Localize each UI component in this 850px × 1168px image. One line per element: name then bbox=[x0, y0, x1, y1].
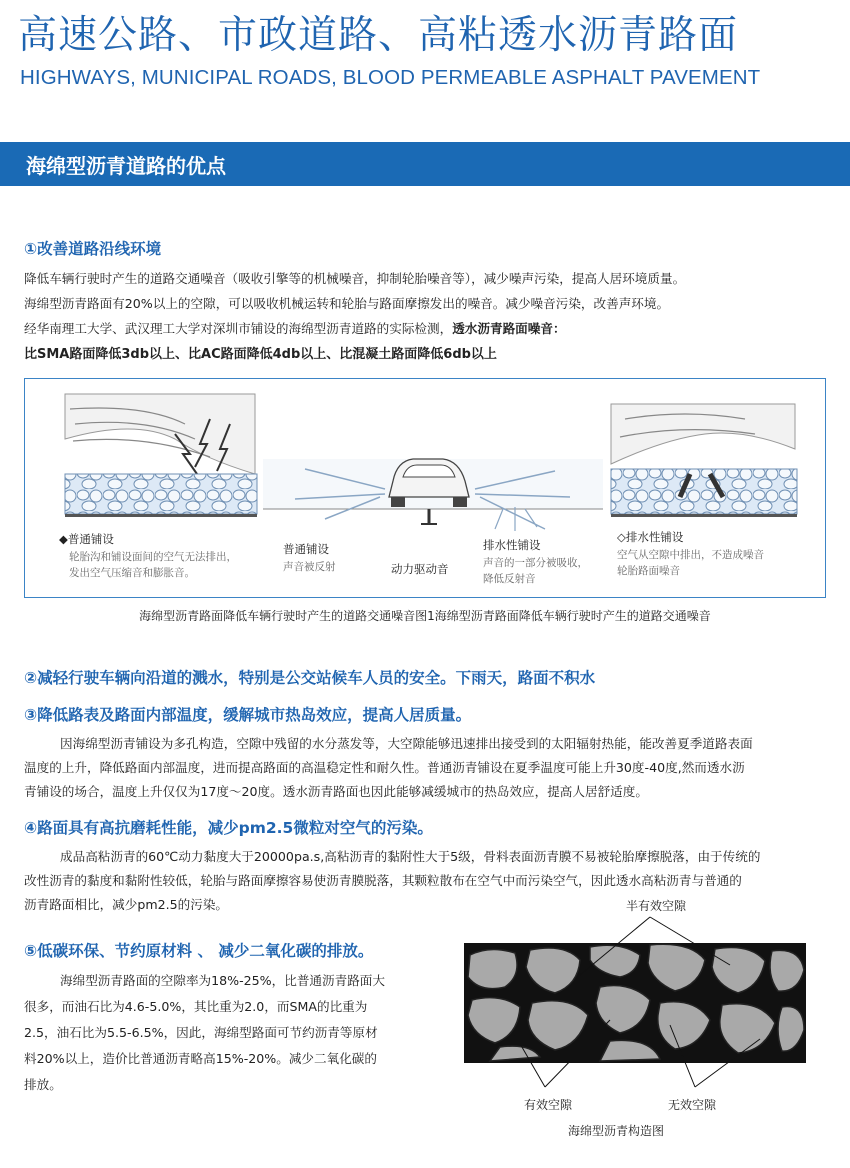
left-tire-graphic bbox=[65, 394, 257, 517]
section3-heading: ③降低路表及路面内部温度，缓解城市热岛效应，提高人居质量。 bbox=[24, 706, 472, 724]
noise-figure bbox=[24, 378, 826, 598]
fig-midright-desc2: 降低反射音 bbox=[483, 573, 536, 585]
struct-caption: 海绵型沥青构造图 bbox=[568, 1124, 665, 1138]
section-banner bbox=[0, 142, 850, 186]
struct-label-invalid: 无效空隙 bbox=[668, 1098, 717, 1112]
fig-center-label: 动力驱动音 bbox=[391, 562, 449, 576]
section1-line3-prefix: 经华南理工大学、武汉理工大学对深圳市铺设的海绵型沥青道路的实际检测， bbox=[24, 321, 453, 336]
fig-midleft-label: 普通铺设 bbox=[283, 542, 329, 556]
section5-line2: 很多，而油石比为4.6-5.0%，其比重为2.0，而SMA的比重为 bbox=[24, 999, 368, 1014]
section4-line3: 沥青路面相比，减少pm2.5的污染。 bbox=[24, 897, 229, 912]
section1-line3-bold: 透水沥青路面噪音： bbox=[452, 321, 566, 336]
section3-line2: 温度的上升，降低路面内部温度，进而提高路面的高温稳定性和耐久性。普通沥青铺设在夏季温度可能上升30度-40度,然而透水沥 bbox=[24, 760, 745, 775]
section5-body bbox=[24, 968, 424, 1098]
car-graphic bbox=[263, 459, 603, 531]
struct-label-top: 半有效空隙 bbox=[626, 899, 687, 913]
section4-heading: ④路面具有高抗磨耗性能，减少pm2.5微粒对空气的污染。 bbox=[24, 819, 433, 837]
section4-line1: 成品高粘沥青的60℃动力黏度大于20000pa.s,高粘沥青的黏附性大于5级，骨料表面沥青膜不易被轮胎摩擦脱落，由于传统的 bbox=[60, 849, 761, 864]
fig-midright-desc1: 声音的一部分被吸收， bbox=[483, 557, 588, 569]
section5-line3: 2.5，油石比为5.5-6.5%，因此，海绵型路面可节约沥青等原材 bbox=[24, 1025, 378, 1040]
section1-line1: 降低车辆行驶时产生的道路交通噪音（吸收引擎等的机械噪音，抑制轮胎噪音等），减少噪声污染，提高人居环境质量。 bbox=[24, 271, 686, 286]
section3-line1: 因海绵型沥青铺设为多孔构造，空隙中残留的水分蒸发等，大空隙能够迅速排出接受到的太阳辐射热能，能改善夏季道路表面 bbox=[60, 736, 753, 751]
section1-heading: ①改善道路沿线环境 bbox=[24, 240, 162, 258]
fig-midright-label: 排水性铺设 bbox=[483, 538, 541, 552]
section1-line4: 比SMA路面降低3db以上、比AC路面降低4db以上、比混凝土路面降低6db以上 bbox=[24, 347, 497, 362]
struct-label-effective: 有效空隙 bbox=[524, 1098, 573, 1112]
right-tire-graphic bbox=[611, 404, 797, 517]
fig-left-desc2: 发出空气压缩音和膨胀音。 bbox=[69, 567, 195, 579]
fig-left-desc1: 轮胎沟和铺设面间的空气无法排出， bbox=[69, 551, 237, 563]
section1-line3 bbox=[24, 318, 566, 337]
page-title: 高速公路、市政道路、高粘透水沥青路面 bbox=[18, 13, 739, 58]
section2-heading: ②减轻行驶车辆向沿道的溅水，特别是公交站候车人员的安全。下雨天，路面不积水 bbox=[24, 669, 596, 687]
fig-midleft-desc: 声音被反射 bbox=[283, 561, 336, 573]
banner-label: 海绵型沥青道路的优点 bbox=[26, 154, 226, 178]
section1-line2: 海绵型沥青路面有20%以上的空隙，可以吸收机械运转和轮胎与路面摩擦发出的噪音。减少噪音污染，改善声环境。 bbox=[24, 296, 670, 311]
section3-line3: 青铺设的场合，温度上升仅仅为17度～20度。透水沥青路面也因此能够减缓城市的热岛效应，提高人居舒适度。 bbox=[24, 784, 648, 799]
page-subtitle: HIGHWAYS, MUNICIPAL ROADS, BLOOD PERMEABLE ASPHALT PAVEMENT bbox=[20, 66, 761, 89]
section4-line2: 改性沥青的黏度和黏附性较低，轮胎与路面摩擦容易使沥青膜脱落，其颗粒散布在空气中而污染空气，因此透水高粘沥青与普通的 bbox=[24, 873, 742, 888]
fig-right-label: ◇排水性铺设 bbox=[617, 530, 684, 544]
fig-right-desc1: 空气从空隙中排出，不造成噪音 bbox=[617, 549, 764, 561]
section5-line1: 海绵型沥青路面的空隙率为18%-25%，比普通沥青路面大 bbox=[60, 973, 385, 988]
section5-line4: 料20%以上，造价比普通沥青略高15%-20%。减少二氧化碳的 bbox=[24, 1051, 377, 1066]
asphalt-structure-graphic bbox=[460, 915, 830, 1095]
fig-right-desc2: 轮胎路面噪音 bbox=[617, 565, 680, 577]
figure1-caption: 海绵型沥青路面降低车辆行驶时产生的道路交通噪音图1海绵型沥青路面降低车辆行驶时产生的道路交通噪音 bbox=[139, 609, 711, 623]
fig-left-label: ◆普通铺设 bbox=[59, 532, 114, 546]
section5-line5: 排放。 bbox=[24, 1077, 62, 1092]
section5-heading: ⑤低碳环保、节约原材料 、 减少二氧化碳的排放。 bbox=[24, 942, 374, 960]
